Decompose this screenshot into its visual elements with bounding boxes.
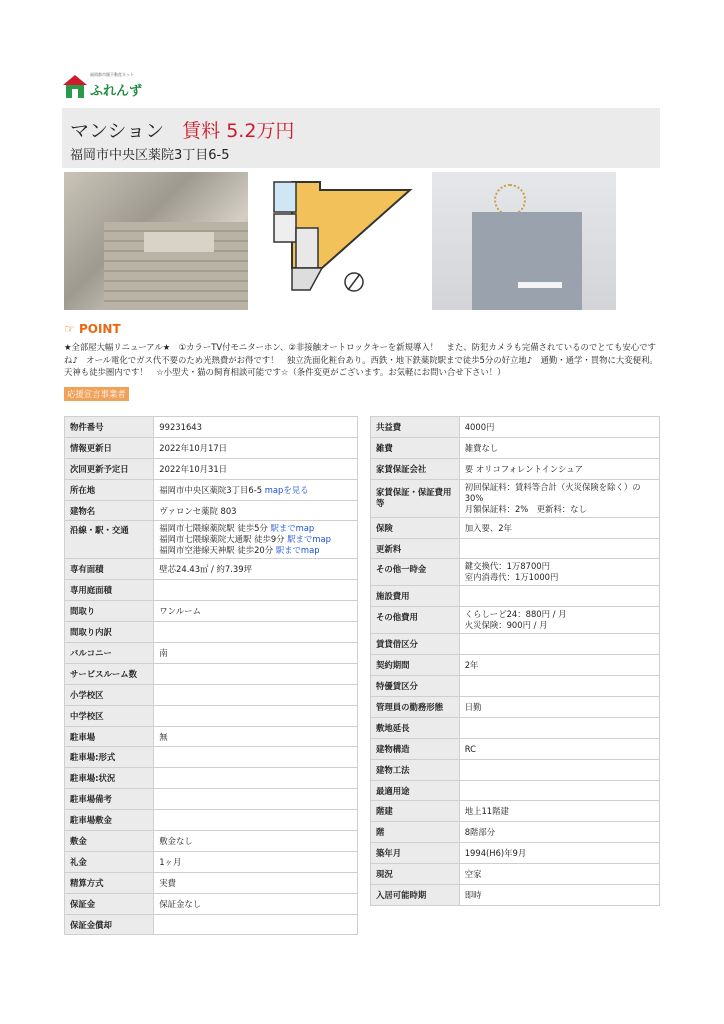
row-label: 礼金 xyxy=(65,851,154,872)
property-details-right xyxy=(370,416,660,906)
row-label: 建物構造 xyxy=(371,738,460,759)
row-label: 建物工法 xyxy=(371,759,460,780)
row-value: 1994(H6)年9月 xyxy=(459,843,659,864)
entrance-photo[interactable] xyxy=(64,172,248,310)
station-map-link[interactable]: 駅までmap xyxy=(275,545,320,556)
row-label: 駐車場備考 xyxy=(65,789,154,810)
table-row xyxy=(65,663,358,684)
station-map-link[interactable]: 駅までmap xyxy=(287,534,331,545)
table-row xyxy=(371,676,660,697)
row-label: 賃貸借区分 xyxy=(371,634,460,655)
row-value: くらしーど24：880円 / 月 火災保険：900円 / 月 xyxy=(459,607,659,634)
row-label: 沿線・駅・交通 xyxy=(65,521,154,559)
row-value xyxy=(154,747,358,768)
row-label: 間取り内訳 xyxy=(65,622,154,643)
row-label: 敷地延長 xyxy=(371,717,460,738)
point-description: ★全部屋大幅リニューアル★ ①カラーTV付モニターホン、②非接触オートロックキーを新規導入！ また、防犯カメラも完備されているのでとても安心ですね♪ オール電化でガス代不要のため光熱費がお得です！ 独立洗面化粧台あり。西鉄・地下鉄薬院駅まで徒歩5分の好立地♪ 通勤・通学・買物に大変便利。天神も徒歩圏内です！ ☆小型犬・猫の飼育相談可能です☆（条件変更がございます。お気軽にお問い合せ下さい！） xyxy=(64,342,658,377)
logo-subtitle: 福岡都市圏不動産ネット xyxy=(90,72,134,77)
row-value: 無 xyxy=(154,726,358,747)
row-value: 保証金なし xyxy=(154,893,358,914)
page-title xyxy=(70,116,294,143)
row-label: その他一時金 xyxy=(371,559,460,586)
row-value xyxy=(154,622,358,643)
row-label: 契約期間 xyxy=(371,655,460,676)
table-row xyxy=(371,822,660,843)
room-photo[interactable] xyxy=(432,172,616,310)
table-row xyxy=(371,843,660,864)
row-value xyxy=(154,580,358,601)
row-label: 建物名 xyxy=(65,500,154,521)
logo xyxy=(62,72,162,102)
row-label: 敷金 xyxy=(65,831,154,852)
row-value xyxy=(459,759,659,780)
table-row xyxy=(371,538,660,559)
table-row xyxy=(371,717,660,738)
row-label: 家賃保証会社 xyxy=(371,458,460,479)
row-value: 鍵交換代：1万8700円 室内消毒代：1万1000円 xyxy=(459,559,659,586)
row-value xyxy=(154,914,358,935)
row-value xyxy=(154,789,358,810)
access-values: 福岡市七隈線薬院駅 徒歩5分 駅までmap 福岡市七隈線薬院大通駅 徒歩9分 駅までmap 福岡市空港線天神駅 徒歩20分 駅までmap xyxy=(154,521,358,559)
table-row xyxy=(65,479,358,500)
station-map-link[interactable]: 駅までmap xyxy=(270,523,315,534)
table-row xyxy=(65,789,358,810)
table-row xyxy=(65,437,358,458)
table-row xyxy=(65,622,358,643)
table-row xyxy=(65,747,358,768)
table-row xyxy=(371,517,660,538)
row-label: 駐車場敷金 xyxy=(65,810,154,831)
row-value xyxy=(154,663,358,684)
row-label: 小学校区 xyxy=(65,684,154,705)
floor-plan-image[interactable] xyxy=(262,172,422,310)
row-value: ヴァロンセ薬院 803 xyxy=(154,500,358,521)
row-value: 即時 xyxy=(459,885,659,906)
table-row xyxy=(371,479,660,517)
table-row xyxy=(371,780,660,801)
table-row xyxy=(371,634,660,655)
table-row xyxy=(371,607,660,634)
row-value: 実費 xyxy=(154,872,358,893)
table-row xyxy=(371,697,660,718)
table-row xyxy=(371,417,660,438)
table-row xyxy=(65,914,358,935)
logo-name: ふれんず xyxy=(90,84,143,99)
table-row xyxy=(371,458,660,479)
row-label: 駐車場:形式 xyxy=(65,747,154,768)
row-label: 最適用途 xyxy=(371,780,460,801)
row-label: 専用庭面積 xyxy=(65,580,154,601)
row-label: 次回更新予定日 xyxy=(65,458,154,479)
table-row xyxy=(65,851,358,872)
row-label: 入居可能時期 xyxy=(371,885,460,906)
table-row xyxy=(371,864,660,885)
row-value: 日勤 xyxy=(459,697,659,718)
row-value: 要 オリコフォレントインシュア xyxy=(459,458,659,479)
row-value: 敷金なし xyxy=(154,831,358,852)
row-label: 保証金償却 xyxy=(65,914,154,935)
row-value xyxy=(459,634,659,655)
row-value xyxy=(459,780,659,801)
row-label: 所在地 xyxy=(65,479,154,500)
row-value: 壁芯24.43㎡ / 約7.39坪 xyxy=(154,559,358,580)
row-label: バルコニー xyxy=(65,643,154,664)
table-row xyxy=(65,417,358,438)
row-label: サービスルーム数 xyxy=(65,663,154,684)
table-row xyxy=(65,500,358,521)
table-row xyxy=(371,559,660,586)
table-row xyxy=(65,521,358,559)
point-heading: ☞ POINT xyxy=(64,322,121,336)
table-row xyxy=(371,437,660,458)
table-row xyxy=(371,801,660,822)
row-label: 情報更新日 xyxy=(65,437,154,458)
row-value: 空家 xyxy=(459,864,659,885)
row-label: 共益費 xyxy=(371,417,460,438)
row-label: 中学校区 xyxy=(65,705,154,726)
table-row xyxy=(65,705,358,726)
row-value: 加入要、2年 xyxy=(459,517,659,538)
row-value xyxy=(154,705,358,726)
hand-pointer-icon: ☞ xyxy=(64,322,75,336)
row-value: 南 xyxy=(154,643,358,664)
row-value: RC xyxy=(459,738,659,759)
row-value: 雑費なし xyxy=(459,437,659,458)
row-label: 保険 xyxy=(371,517,460,538)
row-value xyxy=(154,684,358,705)
row-label: 駐車場 xyxy=(65,726,154,747)
row-value: 2年 xyxy=(459,655,659,676)
table-row xyxy=(65,643,358,664)
row-label: 雑費 xyxy=(371,437,460,458)
row-value: 8階部分 xyxy=(459,822,659,843)
row-value xyxy=(154,810,358,831)
row-label: 保証金 xyxy=(65,893,154,914)
floor-plan-icon xyxy=(262,172,422,310)
support-badge: 応援宣言事業者 xyxy=(64,387,129,401)
table-row xyxy=(65,768,358,789)
table-row xyxy=(371,586,660,607)
row-value xyxy=(459,586,659,607)
property-address: 福岡市中央区薬院3丁目6-5 xyxy=(70,148,230,163)
table-row xyxy=(371,759,660,780)
table-row xyxy=(371,738,660,759)
table-row xyxy=(65,559,358,580)
property-header xyxy=(62,108,660,168)
row-label: 施設費用 xyxy=(371,586,460,607)
row-label: 築年月 xyxy=(371,843,460,864)
row-value xyxy=(154,768,358,789)
property-type: マンション xyxy=(70,120,165,142)
row-label: 特優賃区分 xyxy=(371,676,460,697)
row-value xyxy=(459,676,659,697)
table-row xyxy=(65,458,358,479)
row-label: 専有面積 xyxy=(65,559,154,580)
row-label: 現況 xyxy=(371,864,460,885)
row-value: 地上11階建 xyxy=(459,801,659,822)
row-label: 物件番号 xyxy=(65,417,154,438)
row-value: 99231643 xyxy=(154,417,358,438)
table-row xyxy=(65,684,358,705)
row-label: 更新料 xyxy=(371,538,460,559)
row-value: 2022年10月31日 xyxy=(154,458,358,479)
table-row xyxy=(65,893,358,914)
house-logo-icon xyxy=(62,72,88,100)
row-label: 駐車場:状況 xyxy=(65,768,154,789)
row-value: 2022年10月17日 xyxy=(154,437,358,458)
row-value: ワンルーム xyxy=(154,601,358,622)
row-value: 福岡市中央区薬院3丁目6-5 mapを見る xyxy=(154,479,358,500)
table-row xyxy=(65,810,358,831)
table-row xyxy=(371,655,660,676)
table-row xyxy=(65,601,358,622)
row-label: 精算方式 xyxy=(65,872,154,893)
row-label: その他費用 xyxy=(371,607,460,634)
property-details-left xyxy=(64,416,358,935)
rent-price: 賃料 5.2万円 xyxy=(182,120,295,142)
row-value: 初回保証料：賃料等合計（火災保険を除く）の30% 月額保証料：2% 更新料：なし xyxy=(459,479,659,517)
row-label: 家賃保証・保証費用等 xyxy=(371,479,460,517)
table-row xyxy=(65,580,358,601)
table-row xyxy=(65,831,358,852)
row-value xyxy=(459,717,659,738)
row-label: 間取り xyxy=(65,601,154,622)
row-label: 管理員の勤務形態 xyxy=(371,697,460,718)
row-value: 4000円 xyxy=(459,417,659,438)
table-row xyxy=(371,885,660,906)
row-label: 階 xyxy=(371,822,460,843)
table-row xyxy=(65,726,358,747)
row-label: 階建 xyxy=(371,801,460,822)
row-value: 1ヶ月 xyxy=(154,851,358,872)
table-row xyxy=(65,872,358,893)
map-link[interactable]: mapを見る xyxy=(264,484,309,495)
row-value xyxy=(459,538,659,559)
